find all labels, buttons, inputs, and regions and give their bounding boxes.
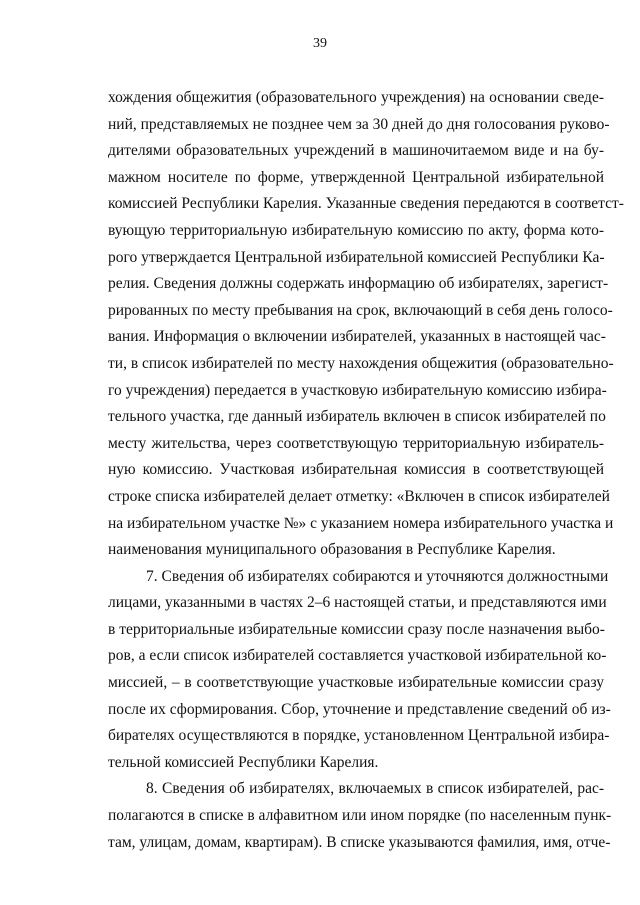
text-line: 8. Сведения об избирателях, включаемых в список избирателей, рас- (146, 780, 604, 798)
text-line: бирателях осуществляются в порядке, установленном Центральной избира- (108, 727, 610, 745)
document-body (108, 85, 624, 856)
text-line: рированных по месту пребывания на срок, включающий в себя день голосо- (108, 301, 613, 319)
text-line: тельного участка, где данный избиратель включен в список избирателей по (108, 408, 606, 426)
text-line: строке списка избирателей делает отметку: «Включен в список избирателей (108, 487, 610, 505)
text-line: 7. Сведения об избирателях собираются и уточняются должностными (146, 567, 609, 585)
text-line: дителями образовательных учреждений в машиночитаемом виде и на бу- (108, 142, 604, 160)
text-line: на избирательном участке №» с указанием номера избирательного участка и (108, 514, 614, 532)
text-line: вания. Информация о включении избирателей, указанных в настоящей час- (108, 328, 606, 346)
text-line: там, улицам, домам, квартирам). В списке указываются фамилия, имя, отче- (108, 833, 611, 851)
text-line: хождения общежития (образовательного учреждения) на основании сведе- (108, 89, 604, 106)
text-line: наименования муниципального образования в Республике Карелия. (108, 541, 556, 559)
text-line: рого утверждается Центральной избирательной комиссией Республики Ка- (108, 248, 605, 266)
text-line: мажном носителе по форме, утвержденной Центральной избирательной (108, 168, 604, 186)
text-line: лицами, указанными в частях 2–6 настоящей статьи, и представляются ими (108, 594, 607, 612)
text-line: ний, представляемых не позднее чем за 30 дней до дня голосования руково- (108, 115, 610, 133)
text-line: месту жительства, через соответствующую территориальную избиратель- (108, 434, 604, 452)
text-line: комиссией Республики Карелия. Указанные сведения передаются в соответст- (108, 195, 624, 213)
text-line: ров, а если список избирателей составляется участковой избирательной ко- (108, 647, 607, 665)
text-line: в территориальные избирательные комиссии сразу после назначения выбо- (108, 620, 605, 638)
text-line: миссией, – в соответствующие участковые избирательные комиссии сразу (108, 674, 604, 692)
paragraph (108, 85, 624, 564)
text-line: релия. Сведения должны содержать информацию об избирателях, зарегист- (108, 275, 609, 293)
text-line: го учреждения) передается в участковую избирательную комиссию избира- (108, 381, 607, 399)
text-line: ти, в список избирателей по месту нахождения общежития (образовательно- (108, 354, 614, 372)
text-line: после их сформирования. Сбор, уточнение и представление сведений об из- (108, 700, 611, 718)
text-line: тельной комиссией Республики Карелия. (108, 753, 379, 771)
text-line: вующую территориальную избирательную комиссию по акту, форма кото- (108, 221, 604, 239)
page-number: 39 (313, 36, 327, 51)
text-line: ную комиссию. Участковая избирательная комиссия в соответствующей (108, 461, 604, 479)
paragraph (108, 776, 612, 856)
text-line: полагаются в списке в алфавитном или ином порядке (по населенным пунк- (108, 807, 612, 825)
paragraph (108, 564, 611, 777)
